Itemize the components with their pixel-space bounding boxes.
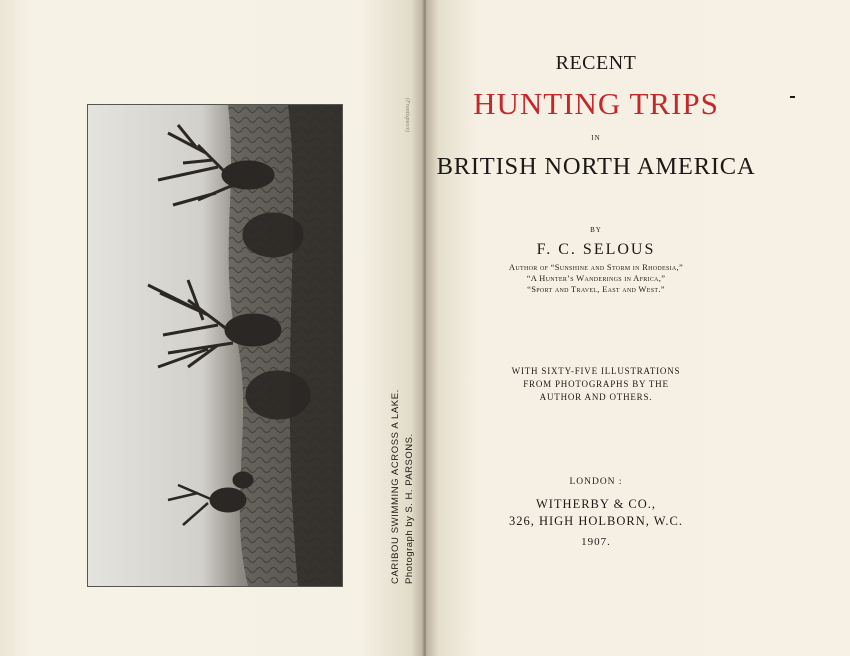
illustrations-line: FROM PHOTOGRAPHS BY THE	[523, 379, 669, 389]
ink-speck	[790, 96, 795, 98]
publication-year: 1907.	[581, 536, 611, 548]
other-work-line: Author of “Sunshine and Storm in Rhodesia,”	[508, 262, 684, 272]
left-page-frontispiece	[0, 0, 424, 656]
illustrations-line: AUTHOR AND OTHERS.	[539, 392, 653, 402]
photo-caption: CARIBOU SWIMMING ACROSS A LAKE.	[390, 389, 401, 584]
other-work-line: “Sport and Travel, East and West.”	[527, 284, 665, 294]
title-connector-in: IN	[591, 134, 601, 142]
caribou-photo-image	[88, 105, 342, 586]
title-line-british-north-america: BRITISH NORTH AMERICA	[436, 153, 756, 180]
publisher-name: WITHERBY & CO.,	[535, 497, 657, 511]
other-work-line: “A Hunter’s Wanderings in Africa,”	[526, 273, 666, 283]
publisher-block	[426, 496, 766, 530]
title-line-recent: RECENT	[555, 52, 637, 74]
author-name: F. C. SELOUS	[536, 241, 656, 258]
author-other-works	[426, 262, 766, 295]
publication-city: LONDON :	[569, 477, 623, 487]
title-line-hunting-trips: HUNTING TRIPS	[473, 86, 719, 121]
publisher-address: 326, HIGH HOLBORN, W.C.	[508, 514, 684, 528]
frontispiece-photo	[87, 104, 343, 587]
illustrations-line: WITH SIXTY-FIVE ILLUSTRATIONS	[511, 366, 681, 376]
frontispiece-margin-note: (Frontispiece)	[404, 98, 410, 133]
photo-caption-block	[390, 389, 415, 584]
illustrations-note	[426, 365, 766, 404]
photo-credit: Photograph by S. H. PARSONS.	[404, 433, 415, 584]
by-label: BY	[590, 226, 602, 234]
